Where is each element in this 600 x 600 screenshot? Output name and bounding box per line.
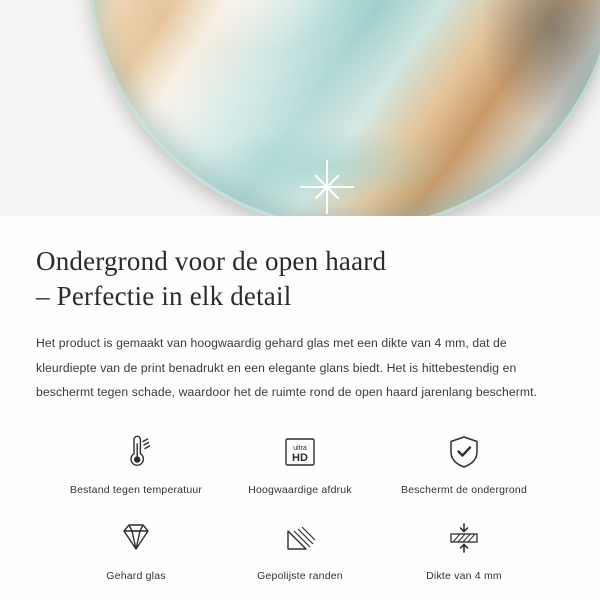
feature-list <box>36 426 564 582</box>
glass-plate-image <box>88 0 600 216</box>
polished-edges-icon <box>274 512 326 564</box>
feature-item-tempered-glass <box>54 512 218 582</box>
feature-label: Hoogwaardige afdruk <box>248 484 352 497</box>
feature-label: Gepolijste randen <box>257 570 343 583</box>
feature-label: Bestand tegen temperatuur <box>69 484 203 497</box>
feature-label: Gehard glas <box>106 570 166 583</box>
diamond-icon <box>110 512 162 564</box>
ultra-hd-icon <box>274 426 326 478</box>
shield-check-icon <box>438 426 490 478</box>
svg-text:ultra: ultra <box>293 445 307 453</box>
feature-label: Dikte van 4 mm <box>426 570 502 583</box>
thickness-arrows-icon <box>438 512 490 564</box>
feature-item-surface-protection <box>382 426 546 496</box>
feature-label: Beschermt de ondergrond <box>400 484 527 497</box>
hero-image <box>0 0 600 216</box>
feature-item-thickness <box>382 512 546 582</box>
thermometer-icon <box>110 426 162 478</box>
feature-item-polished-edges <box>218 512 382 582</box>
headline-line-2: – Perfectie in elk detail <box>36 280 292 311</box>
svg-text:HD: HD <box>292 452 308 465</box>
feature-item-temperature <box>54 426 218 496</box>
page-title <box>36 244 564 313</box>
content-section <box>0 216 600 582</box>
headline-line-1: Ondergrond voor de open haard <box>36 246 387 276</box>
feature-item-print-quality <box>218 426 382 496</box>
body-paragraph: Het product is gemaakt van hoogwaardig gehard glas met een dikte van 4 mm, dat de kleurdiepte van de print benadrukt en een elegante glans biedt. Het is hittebestendig en beschermt tegen schade, waardoor het de ruimte rond de open haard jarenlang beschermt. <box>36 336 538 399</box>
